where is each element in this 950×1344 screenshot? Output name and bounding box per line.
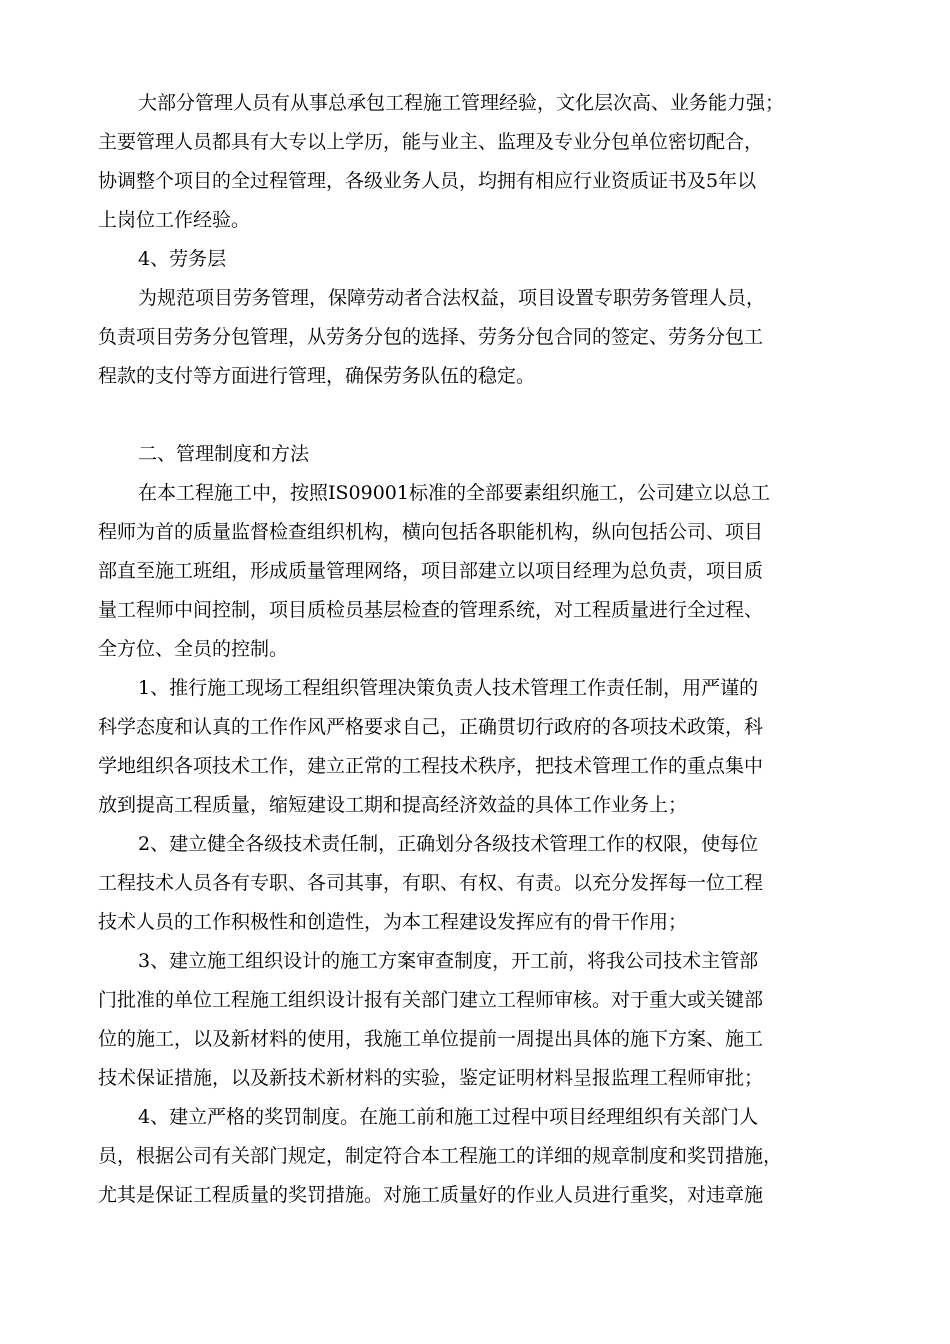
list-item-3: 3、建立施工组织设计的施工方案审查制度，开工前，将我公司技术主管部 xyxy=(138,950,759,972)
paragraph-line: 工程技术人员各有专职、各司其事，有职、有权、有责。以充分发挥每一位工程 xyxy=(98,872,764,894)
paragraph-line: 主要管理人员都具有大专以上学历，能与业主、监理及专业分包单位密切配合， xyxy=(98,131,764,153)
paragraph-line: 技术人员的工作积极性和创造性，为本工程建设发挥应有的骨干作用； xyxy=(98,911,688,933)
paragraph-line: 在本工程施工中，按照IS09001标准的全部要素组织施工，公司建立以总工 xyxy=(138,482,770,504)
paragraph-line: 技术保证措施，以及新技术新材料的实验，鉴定证明材料呈报监理工程师审批； xyxy=(98,1067,764,1089)
paragraph-line: 程款的支付等方面进行管理，确保劳务队伍的稳定。 xyxy=(98,365,536,387)
paragraph-line: 量工程师中间控制，项目质检员基层检查的管理系统，对工程质量进行全过程、 xyxy=(98,599,764,621)
paragraph-line: 学地组织各项技术工作，建立正常的工程技术秩序，把技术管理工作的重点集中 xyxy=(98,755,764,777)
section-heading-labor: 4、劳务层 xyxy=(138,248,227,270)
paragraph-line: 尤其是保证工程质量的奖罚措施。对施工质量好的作业人员进行重奖，对违章施 xyxy=(98,1184,764,1206)
paragraph-line: 程师为首的质量监督检查组织机构，横向包括各职能机构，纵向包括公司、项目 xyxy=(98,521,764,543)
paragraph-line: 部直至施工班组，形成质量管理网络，项目部建立以项目经理为总负责，项目质 xyxy=(98,560,764,582)
paragraph-line: 科学态度和认真的工作作风严格要求自己，正确贯切行政府的各项技术政策，科 xyxy=(98,716,764,738)
paragraph-line: 为规范项目劳务管理，保障劳动者合法权益，项目设置专职劳务管理人员， xyxy=(138,287,766,309)
list-item-4: 4、建立严格的奖罚制度。在施工前和施工过程中项目经理组织有关部门人 xyxy=(138,1106,759,1128)
paragraph-line: 负责项目劳务分包管理，从劳务分包的选择、劳务分包合同的签定、劳务分包工 xyxy=(98,326,764,348)
list-item-2: 2、建立健全各级技术责任制，正确划分各级技术管理工作的权限，使每位 xyxy=(138,833,759,855)
blank-line xyxy=(98,396,838,435)
document-body xyxy=(98,84,838,1215)
paragraph-line: 门批准的单位工程施工组织设计报有关部门建立工程师审核。对于重大或关键部 xyxy=(98,989,764,1011)
paragraph-line: 大部分管理人员有从事总承包工程施工管理经验，文化层次高、业务能力强； xyxy=(138,92,785,114)
paragraph-line: 放到提高工程质量，缩短建设工期和提高经济效益的具体工作业务上； xyxy=(98,794,688,816)
list-item-1: 1、推行施工现场工程组织管理决策负责人技术管理工作责任制，用严谨的 xyxy=(138,677,759,699)
paragraph-line: 全方位、全员的控制。 xyxy=(98,638,289,660)
section-heading-management: 二、管理制度和方法 xyxy=(138,443,310,465)
paragraph-line: 员，根据公司有关部门规定，制定符合本工程施工的详细的规章制度和奖罚措施， xyxy=(98,1145,783,1167)
paragraph-line: 位的施工，以及新材料的使用，我施工单位提前一周提出具体的施下方案、施工 xyxy=(98,1028,764,1050)
paragraph-line: 协调整个项目的全过程管理，各级业务人员，均拥有相应行业资质证书及5年以 xyxy=(98,170,757,192)
paragraph-line: 上岗位工作经验。 xyxy=(98,209,251,231)
